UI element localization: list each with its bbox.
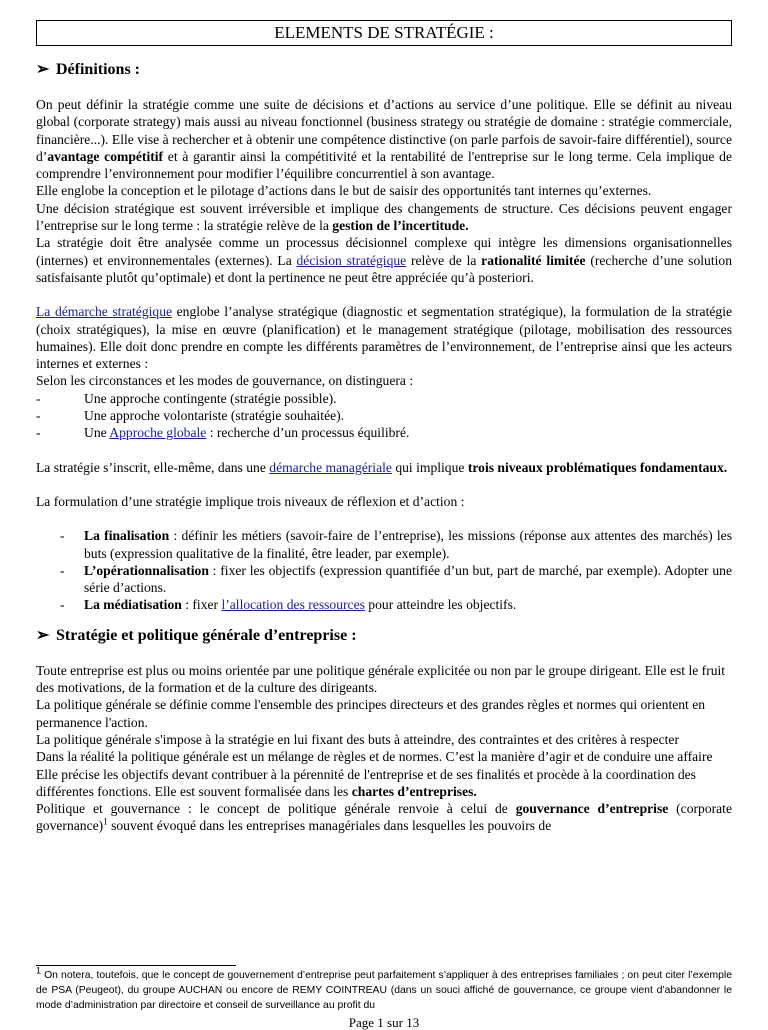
paragraph: Dans la réalité la politique générale est un mélange de règles et de normes. C’est la manière d’agir et de conduire une affaire Elle précise les objectifs devant contribuer à la pérennité de l'entreprise et de ses finalités et procède à la coordination des différentes fonctions. Elle est souvent formalisée dans les chartes d’entreprises. [36, 749, 713, 799]
list-item: - La finalisation : définir les métiers (savoir-faire de l’entreprise), les missions (réponse aux attentes des marchés) les buts (expression qualitative de la finalité, être leader, par exemple). [60, 528, 733, 561]
page-number: Page 1 sur 13 [348, 1015, 420, 1030]
link-demarche-strategique[interactable]: La démarche stratégique [36, 304, 173, 320]
footnote-divider [36, 965, 236, 966]
paragraph: Elle englobe la conception et le pilotage d’actions dans le but de saisir des opportunités tant internes qu’externes. [36, 183, 652, 199]
arrow-bullet-icon: ➢ [36, 61, 50, 78]
link-approche-globale[interactable]: Approche globale [109, 425, 207, 441]
link-demarche-manageriale[interactable]: démarche managériale [269, 459, 392, 475]
document-title: ELEMENTS DE STRATÉGIE : [36, 20, 732, 46]
link-allocation-ressources[interactable]: l’allocation des ressources [221, 597, 365, 613]
paragraph: On peut définir la stratégie comme une suite de décisions et d’actions au service d’une politique. Elle se définit au niveau global (corporate strategy) mais aussi au niveau fonctionnel (business strategy ou stratégie de domaine : stratégie commerciale, financière...). Elle vise à rechercher et à obtenir une compétence distinctive (on parle parfois de savoir-faire différentiel), source d’avantage compétitif et à garantir ainsi la compétitivité et la rentabilité de l'entreprise sur le long terme. Cela implique de comprendre l’environnement pour modifier l’équilibre concurrentiel à son avantage. [36, 97, 733, 182]
section-heading-politique: ➢ Stratégie et politique générale d’entreprise : [36, 624, 732, 648]
footnote-reference[interactable]: 1 [103, 816, 108, 827]
list-item: - La médiatisation : fixer l’allocation des ressources pour atteindre les objectifs. [60, 597, 517, 613]
paragraph: La politique générale se définie comme l'ensemble des principes directeurs et des grandes règles et normes qui orientent en permanence l'action. [36, 697, 706, 730]
paragraph: La politique générale s'impose à la stratégie en lui fixant des buts à atteindre, des contraintes et des critères à respecter [36, 731, 679, 747]
list-item: - Une approche volontariste (stratégie souhaitée). [36, 408, 345, 424]
document-body [36, 58, 732, 835]
footnote: 1 On notera, toutefois, que le concept de gouvernement d’entreprise peut parfaitement s’appliquer à des entreprises familiales ; on peut citer l’exemple de PSA (Peugeot), du groupe AUCHAN ou encore de REMY COINTREAU (dans un souci affiché de gouvernance, ce groupe vient d’abandonner le mode d’administration par directoire et conseil de surveillance au profit du [36, 965, 732, 1011]
section-heading-definitions: ➢ Définitions : [36, 58, 732, 82]
paragraph: La stratégie doit être analysée comme un processus décisionnel complexe qui intègre les dimensions organisationnelles (internes) et environnementales (externes). La décision stratégique relève de la rationalité limitée (recherche d’une solution satisfaisante plutôt qu’optimale) et dont la pertinence ne peut être appréciée qu’à posteriori. [36, 235, 732, 285]
paragraph: Toute entreprise est plus ou moins orientée par une politique générale explicitée ou non par le groupe dirigeant. Elle est le fruit des motivations, de la formation et de la culture des dirigeants. [36, 662, 726, 696]
paragraph: La formulation d’une stratégie implique trois niveaux de réflexion et d’action : [36, 493, 465, 509]
paragraph: Politique et gouvernance : le concept de politique générale renvoie à celui de gouvernance d’entreprise (corporate governance)$^1$ souvent évoqué dans les entreprises managériales dans lesquelles les pouvoirs de [36, 801, 732, 834]
paragraph: La démarche stratégique englobe l’analyse stratégique (diagnostic et segmentation stratégique), la formulation de la stratégie (choix stratégiques), la mise en œuvre (planification) et le management stratégique (pilotage, mobilisation des ressources humaines). Elle doit donc prendre en compte les différents paramètres de l’environnement, de l’entreprise ainsi que les acteurs internes et externes : [36, 304, 732, 372]
paragraph: La stratégie s’inscrit, elle-même, dans une démarche managériale qui implique trois niveaux problématiques fondamentaux. [36, 459, 728, 475]
link-decision-strategique[interactable]: décision stratégique [296, 252, 407, 268]
arrow-bullet-icon: ➢ [36, 626, 50, 644]
list-item: - L’opérationnalisation : fixer les objectifs (expression quantifiée d’un but, part de marché, par exemple). Adopter une série d’actions. [60, 562, 732, 596]
list-item: - Une approche contingente (stratégie possible). [36, 390, 337, 406]
paragraph: Une décision stratégique est souvent irréversible et implique des changements de structure. Ces décisions peuvent engager l’entreprise sur le long terme : la stratégie relève de la gestion de l’incertitude. [36, 200, 732, 234]
list-item: - Une Approche globale : recherche d’un processus équilibré. [36, 425, 410, 441]
paragraph: Selon les circonstances et les modes de gouvernance, on distinguera : [36, 373, 414, 389]
